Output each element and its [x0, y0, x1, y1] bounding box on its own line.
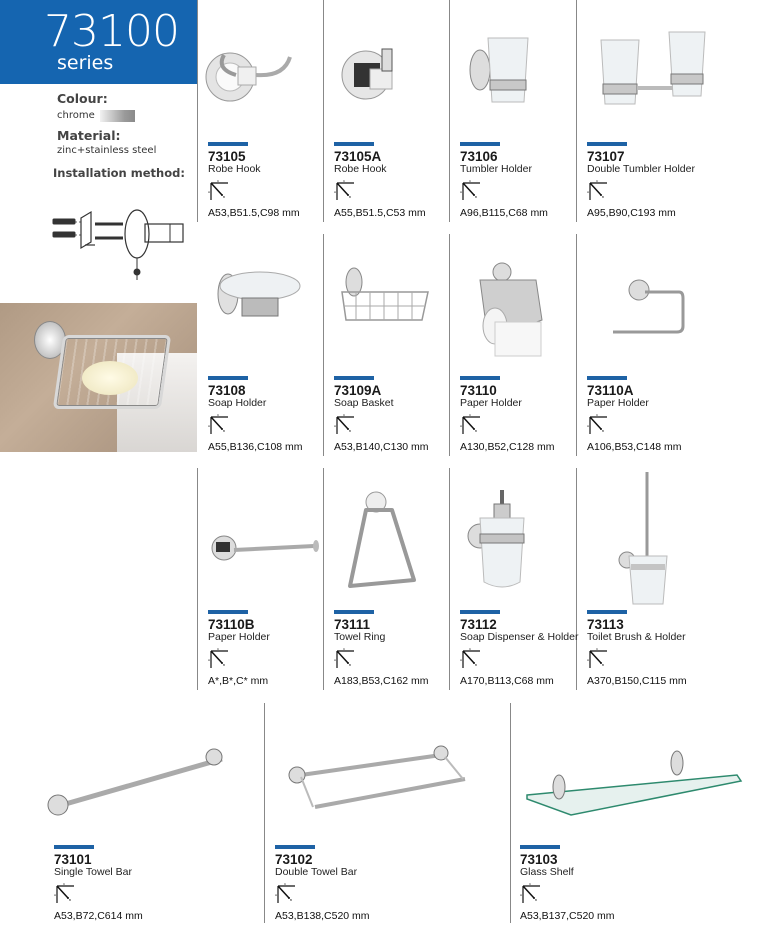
- product-dimensions: A55,B51.5,C53 mm: [334, 207, 426, 219]
- tumbler-holder-image: [450, 30, 576, 110]
- product-code: 73101: [54, 852, 92, 867]
- product-name: Paper Holder: [460, 397, 522, 409]
- series-label: series: [57, 52, 114, 74]
- product-code: 73102: [275, 852, 313, 867]
- colour-label: Colour:: [57, 91, 108, 106]
- product-name: Robe Hook: [208, 163, 261, 175]
- bar-paper-holder-image: [198, 528, 323, 568]
- product-name: Paper Holder: [587, 397, 649, 409]
- product-dimensions: A53,B140,C130 mm: [334, 441, 429, 453]
- product-code: 73110: [460, 383, 497, 398]
- product-name: Soap Dispenser & Holder: [460, 631, 579, 643]
- product-name: Single Towel Bar: [54, 866, 133, 878]
- series-number: 73100: [44, 6, 179, 57]
- product-name: Soap Basket: [334, 397, 394, 409]
- covered-paper-holder-image: [450, 260, 576, 358]
- product-dimensions: A*,B*,C* mm: [208, 675, 269, 687]
- product-name: Towel Ring: [334, 631, 386, 643]
- dimension-icon: [208, 180, 230, 202]
- product-name: Soap Holder: [208, 397, 267, 409]
- dimension-icon: [520, 883, 542, 905]
- product-code: 73113: [587, 617, 624, 632]
- towel-ring-image: [324, 488, 449, 588]
- product-code: 73110B: [208, 617, 255, 632]
- product-code: 73105A: [334, 149, 382, 164]
- product-name: Double Towel Bar: [275, 866, 358, 878]
- product-name: Tumbler Holder: [460, 163, 532, 175]
- install-label: Installation method:: [53, 166, 185, 180]
- product-dimensions: A130,B52,C128 mm: [460, 441, 555, 453]
- dimension-icon: [587, 414, 609, 436]
- product-card-73110[interactable]: [450, 234, 576, 456]
- product-card-73109A[interactable]: [324, 234, 449, 456]
- dimension-icon: [54, 883, 76, 905]
- product-code: 73108: [208, 383, 246, 398]
- open-paper-holder-image: [577, 274, 770, 344]
- product-name: Toilet Brush & Holder: [587, 631, 686, 643]
- single-robe-hook-image: [324, 35, 449, 110]
- product-dimensions: A55,B136,C108 mm: [208, 441, 303, 453]
- product-card-73112[interactable]: [450, 468, 579, 690]
- product-name: Double Tumbler Holder: [587, 163, 695, 175]
- product-code: 73105: [208, 149, 246, 164]
- dimension-icon: [587, 648, 609, 670]
- product-card-73110A[interactable]: [577, 234, 770, 456]
- dimension-icon: [208, 648, 230, 670]
- soap-dispenser-image: [450, 486, 576, 592]
- dimension-icon: [460, 648, 482, 670]
- material-label: Material:: [57, 128, 121, 143]
- product-dimensions: A170,B113,C68 mm: [460, 675, 554, 687]
- product-code: 73111: [334, 617, 371, 632]
- dimension-icon: [334, 648, 356, 670]
- product-name: Paper Holder: [208, 631, 270, 643]
- dimension-icon: [460, 414, 482, 436]
- double-towel-bar-image: [265, 739, 510, 819]
- product-dimensions: A106,B53,C148 mm: [587, 441, 682, 453]
- product-dimensions: A53,B137,C520 mm: [520, 910, 615, 922]
- product-dimensions: A183,B53,C162 mm: [334, 675, 429, 687]
- product-code: 73110A: [587, 383, 634, 398]
- product-card-73113[interactable]: [577, 468, 770, 690]
- product-dimensions: A53,B72,C614 mm: [54, 910, 143, 922]
- product-code: 73112: [460, 617, 497, 632]
- dimension-icon: [275, 883, 297, 905]
- dimension-icon: [208, 414, 230, 436]
- product-dimensions: A95,B90,C193 mm: [587, 207, 676, 219]
- soap-dish-image: [198, 264, 323, 334]
- product-dimensions: A370,B150,C115 mm: [587, 675, 687, 687]
- glass-shelf-image: [511, 739, 770, 819]
- product-card-73108[interactable]: [198, 234, 323, 456]
- soap-basket-lifestyle-photo: [0, 303, 197, 452]
- product-name: Glass Shelf: [520, 866, 574, 878]
- product-card-73110B[interactable]: [198, 468, 323, 690]
- product-card-73106[interactable]: [450, 0, 576, 222]
- product-card-73105[interactable]: [198, 0, 323, 222]
- double-tumbler-holder-image: [577, 28, 770, 108]
- product-dimensions: A53,B138,C520 mm: [275, 910, 370, 922]
- product-card-73105A[interactable]: [324, 0, 449, 222]
- product-dimensions: A96,B115,C68 mm: [460, 207, 548, 219]
- single-towel-bar-image: [0, 743, 264, 823]
- dimension-icon: [460, 180, 482, 202]
- product-dimensions: A53,B51.5,C98 mm: [208, 207, 300, 219]
- toilet-brush-image: [577, 472, 770, 608]
- product-code: 73109A: [334, 383, 382, 398]
- product-code: 73107: [587, 149, 625, 164]
- product-name: Robe Hook: [334, 163, 387, 175]
- soap-basket-image: [324, 264, 449, 334]
- colour-value: chrome: [57, 110, 95, 121]
- material-value: zinc+stainless steel: [57, 145, 157, 156]
- product-code: 73106: [460, 149, 498, 164]
- dimension-icon: [334, 414, 356, 436]
- product-card-73103[interactable]: [511, 703, 770, 935]
- product-card-73102[interactable]: [265, 703, 510, 935]
- product-card-73101[interactable]: [0, 703, 264, 935]
- product-card-73111[interactable]: [324, 468, 449, 690]
- series-header: [0, 0, 197, 84]
- product-code: 73103: [520, 852, 558, 867]
- dimension-icon: [587, 180, 609, 202]
- dimension-icon: [334, 180, 356, 202]
- double-robe-hook-image: [198, 35, 323, 110]
- installation-diagram-icon: [45, 200, 195, 295]
- chrome-swatch: [100, 110, 135, 122]
- product-card-73107[interactable]: [577, 0, 770, 222]
